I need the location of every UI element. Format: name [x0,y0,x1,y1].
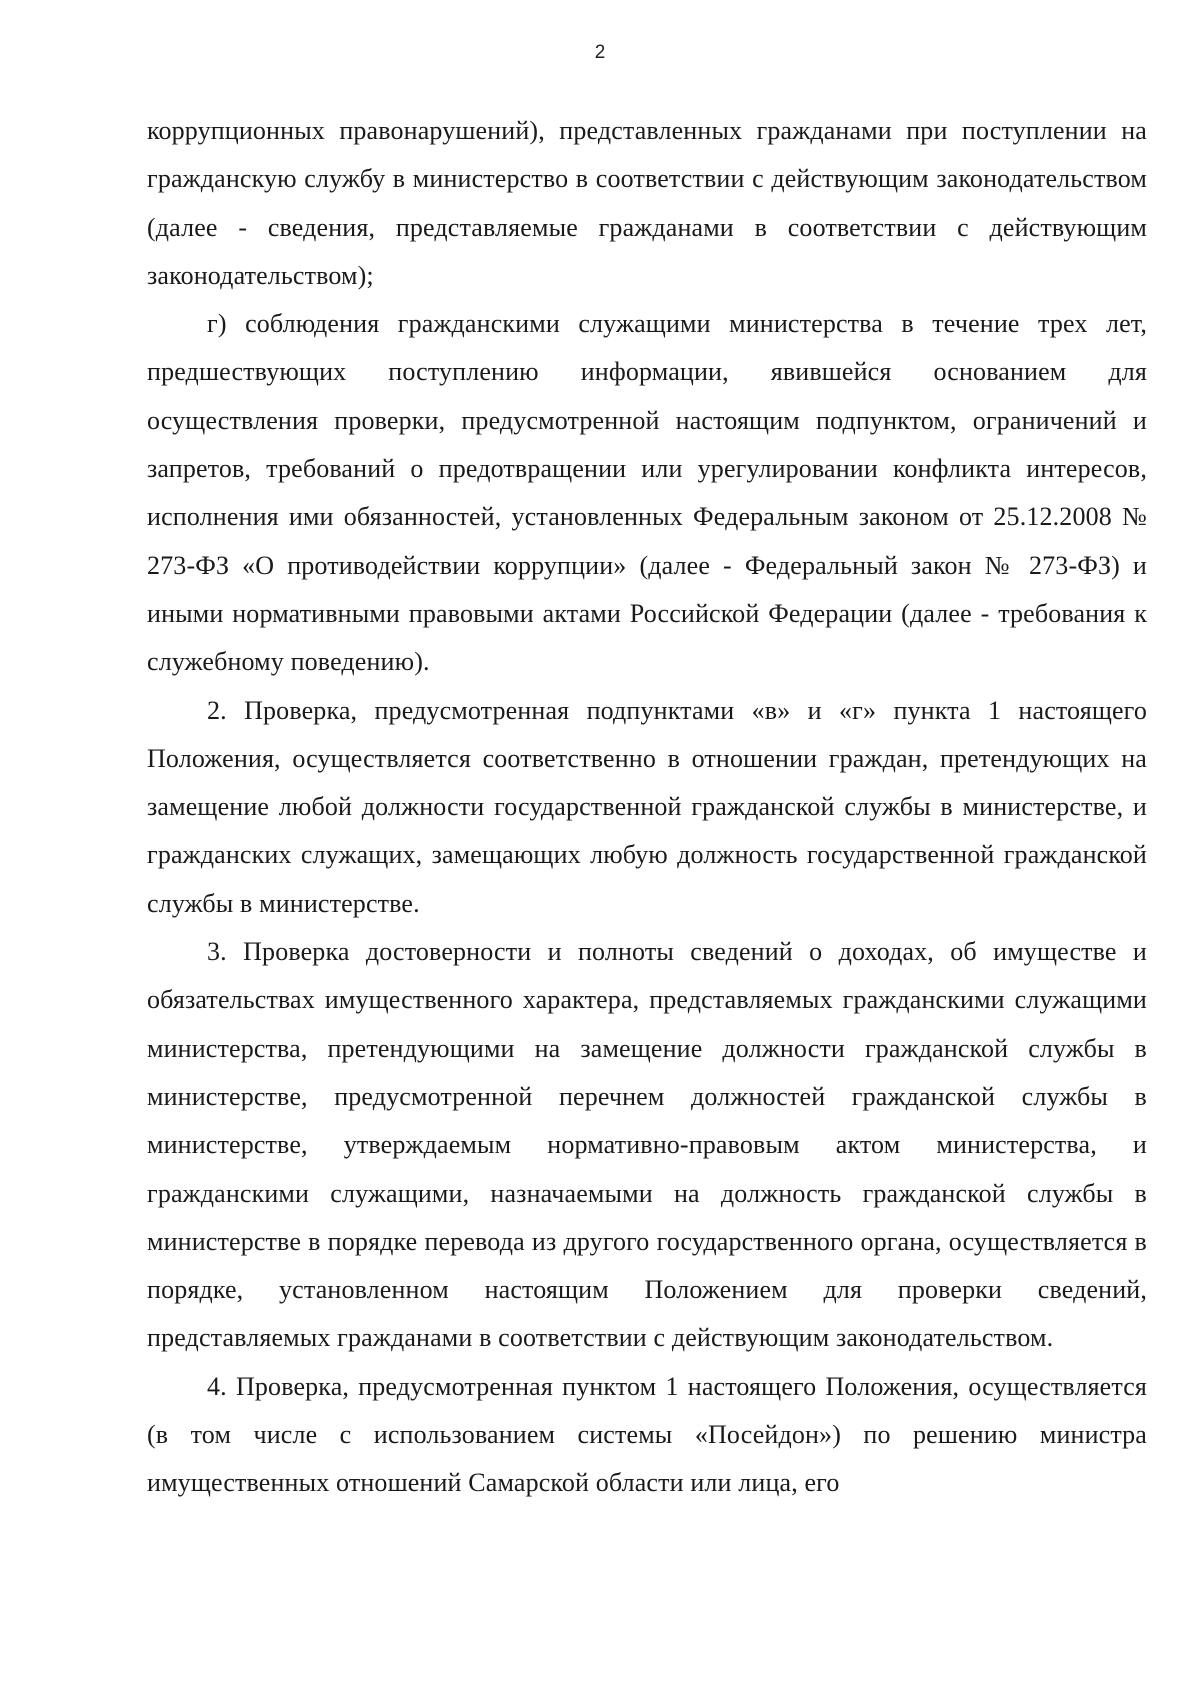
paragraph-item-2: 2. Проверка, предусмотренная подпунктами «в» и «г» пункта 1 настоящего Положения, осуществляется соответственно в отношении граждан, претендующих на замещение любой должности государственной гражданской службы в министерстве, и гражданских служащих, замещающих любую должность государственной гражданской службы в министерстве. [147,695,1147,918]
paragraph-continuation: коррупционных правонарушений), представленных гражданами при поступлении на гражданскую службу в министерство в соответствии с действующим законодательством (далее - сведения, представляемые гражданами в соответствии с действующим законодательством); [147,116,1147,290]
page-number: 2 [594,42,606,63]
paragraph-item-4: 4. Проверка, предусмотренная пунктом 1 настоящего Положения, осуществляется (в том числе с использованием системы «Посейдон») по решению министра имущественных отношений Самарской области или лица, его [147,1371,1147,1498]
document-body [147,107,1147,1508]
paragraph-subitem-g: г) соблюдения гражданскими служащими министерства в течение трех лет, предшествующих поступлению информации, явившейся основанием для осуществления проверки, предусмотренной настоящим подпунктом, ограничений и запретов, требований о предотвращении или урегулировании конфликта интересов, исполнения ими обязанностей, установленных Федеральным законом от 25.12.2008 № 273-ФЗ «О противодействии коррупции» (далее - Федеральный закон № 273-ФЗ) и иными нормативными правовыми актами Российской Федерации (далее - требования к служебному поведению). [147,309,1147,677]
paragraph-item-3: 3. Проверка достоверности и полноты сведений о доходах, об имуществе и обязательствах имущественного характера, представляемых гражданскими служащими министерства, претендующими на замещение должности гражданской службы в министерстве, предусмотренной перечнем должностей гражданской службы в министерстве, утверждаемым нормативно-правовым актом министерства, и гражданскими служащими, назначаемыми на должность гражданской службы в министерстве в порядке перевода из другого государственного органа, осуществляется в порядке, установленном настоящим Положением для проверки сведений, представляемых гражданами в соответствии с действующим законодательством. [147,937,1147,1353]
